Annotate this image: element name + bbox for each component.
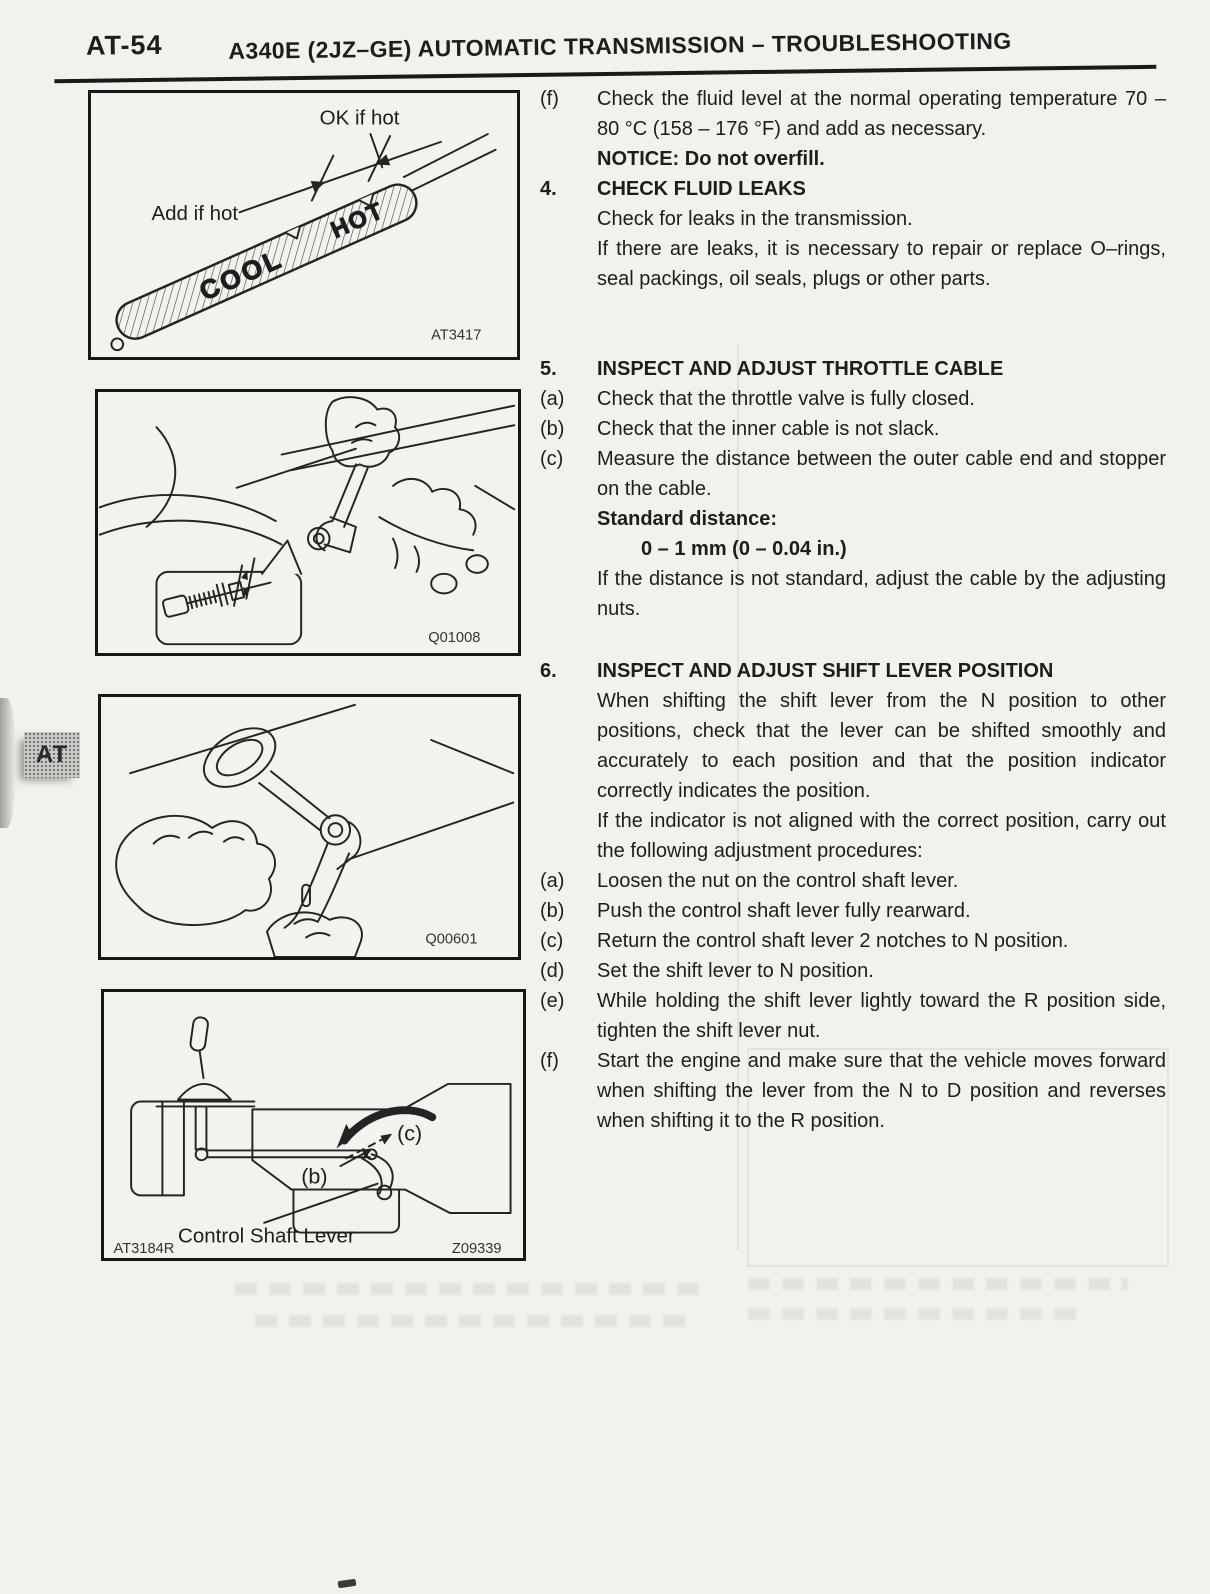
step-text: Check the fluid level at the normal operating temperature 70 – 80 °C (158 – 176 °F) and add as necessary. [597, 88, 1166, 140]
section-5-heading-row [540, 354, 1166, 384]
step-label: (a) [540, 870, 565, 892]
step-label: (a) [540, 388, 565, 410]
figure-throttle-cable [95, 389, 521, 656]
callout-inset [156, 572, 301, 644]
step-label: (c) [540, 448, 564, 470]
step-text: Set the shift lever to N position. [597, 960, 874, 982]
section-tab-at: AT [24, 732, 80, 778]
step-text: Return the control shaft lever 2 notches to N position. [597, 930, 1069, 952]
control-shaft-lever-diagram [104, 992, 523, 1258]
spacer [540, 624, 1166, 656]
bleed-through-text [748, 1278, 1128, 1290]
step-5c [540, 444, 1166, 504]
step-5a [540, 384, 1166, 414]
procedure-text-column [540, 84, 1166, 1136]
step-6d [540, 956, 1166, 986]
body-text: When shifting the shift lever from the N position to other positions, check that the lever can be shifted smoothly and accurately to each position and that the position indicator correctly indicates the position. [597, 690, 1166, 802]
spacer [540, 294, 1166, 354]
bleed-through-text [748, 1308, 1088, 1320]
figure-code: Q01008 [428, 630, 481, 647]
standard-distance-row [540, 504, 1166, 534]
section-number: 6. [540, 660, 557, 682]
section-6-heading-row [540, 656, 1166, 686]
page-title: A340E (2JZ–GE) AUTOMATIC TRANSMISSION – TROUBLESHOOTING [228, 27, 1012, 64]
section-number: 5. [540, 358, 557, 380]
add-if-hot-label: Add if hot [151, 202, 239, 226]
notice-row [540, 144, 1166, 174]
spec-label: Standard distance: [597, 508, 778, 530]
bleed-through-text [255, 1315, 685, 1327]
figure-dipstick-level [88, 90, 520, 360]
step-label: (c) [540, 930, 564, 952]
standard-distance-value-row [540, 534, 1166, 564]
step-label: (e) [540, 990, 565, 1012]
step-label: (d) [540, 960, 565, 982]
section-4-body [540, 234, 1166, 294]
step-6e [540, 986, 1166, 1046]
step-f-fluid-level [540, 84, 1166, 144]
figure-control-shaft-lever [101, 989, 526, 1261]
section-heading: INSPECT AND ADJUST THROTTLE CABLE [597, 358, 1004, 380]
hand [116, 816, 275, 925]
bleed-through-text [235, 1283, 700, 1295]
page-code: AT-54 [85, 29, 163, 61]
transmission-body [252, 1084, 510, 1213]
section-6-intro [540, 686, 1166, 806]
dipstick-cool-label: COOL [195, 243, 288, 307]
step-6f [540, 1046, 1166, 1136]
step-text: Push the control shaft lever fully rearward. [597, 900, 971, 922]
step-text: Start the engine and make sure that the vehicle moves forward when shifting the lever from the N to D position and reverses when shifting it to the R position. [597, 1050, 1166, 1132]
header-rule [54, 65, 1156, 83]
step-c-label: (c) [397, 1121, 423, 1146]
step-b-label: (b) [301, 1164, 328, 1189]
section-4-body [540, 204, 1166, 234]
step-text: Check that the inner cable is not slack. [597, 418, 940, 440]
throttle-cable-drawing [98, 392, 518, 653]
figure-code: Q00601 [425, 931, 478, 948]
body-text: If the distance is not standard, adjust the cable by the adjusting nuts. [597, 568, 1166, 620]
body-text: If there are leaks, it is necessary to repair or replace O–rings, seal packings, oil seals, plugs or other parts. [597, 238, 1166, 290]
page-curl-shadow [0, 698, 16, 828]
section-number: 4. [540, 178, 557, 200]
step-text: Measure the distance between the outer cable end and stopper on the cable. [597, 448, 1166, 500]
step-6a [540, 866, 1166, 896]
section-heading: INSPECT AND ADJUST SHIFT LEVER POSITION [597, 660, 1054, 682]
dipstick-diagram [91, 93, 517, 357]
body-text: Check for leaks in the transmission. [597, 208, 913, 230]
spec-value: 0 – 1 mm (0 – 0.04 in.) [641, 538, 847, 560]
step-6b [540, 896, 1166, 926]
figure-code: AT3184R [113, 1241, 175, 1258]
dipstick-hot-label: HOT [326, 196, 389, 244]
step-5b [540, 414, 1166, 444]
step-text: Check that the throttle valve is fully closed. [597, 388, 975, 410]
figure-shift-lever-nut [98, 694, 521, 960]
step-text: While holding the shift lever lightly toward the R position side, tighten the shift lever nut. [597, 990, 1166, 1042]
control-shaft-lever-caption: Control Shaft Lever [178, 1224, 355, 1248]
body-text: If the indicator is not aligned with the correct position, carry out the following adjustment procedures: [597, 810, 1166, 862]
section-heading: CHECK FLUID LEAKS [597, 178, 806, 200]
step-text: Loosen the nut on the control shaft lever. [597, 870, 959, 892]
step-label: (b) [540, 418, 565, 440]
figure-code: Z09339 [451, 1241, 502, 1258]
step-label: (b) [540, 900, 565, 922]
section-6-intro [540, 806, 1166, 866]
step-label: (f) [540, 1050, 559, 1072]
fluid-drip [111, 338, 123, 350]
figure-code: AT3417 [431, 327, 482, 344]
section-5-closing [540, 564, 1166, 624]
section-4-heading-row [540, 174, 1166, 204]
hand [267, 912, 362, 957]
scan-artifact [338, 1579, 357, 1588]
ok-if-hot-label: OK if hot [319, 106, 400, 130]
notice-text: NOTICE: Do not overfill. [597, 148, 825, 170]
step-6c [540, 926, 1166, 956]
shift-lever-drawing [101, 697, 518, 957]
step-label: (f) [540, 88, 559, 110]
